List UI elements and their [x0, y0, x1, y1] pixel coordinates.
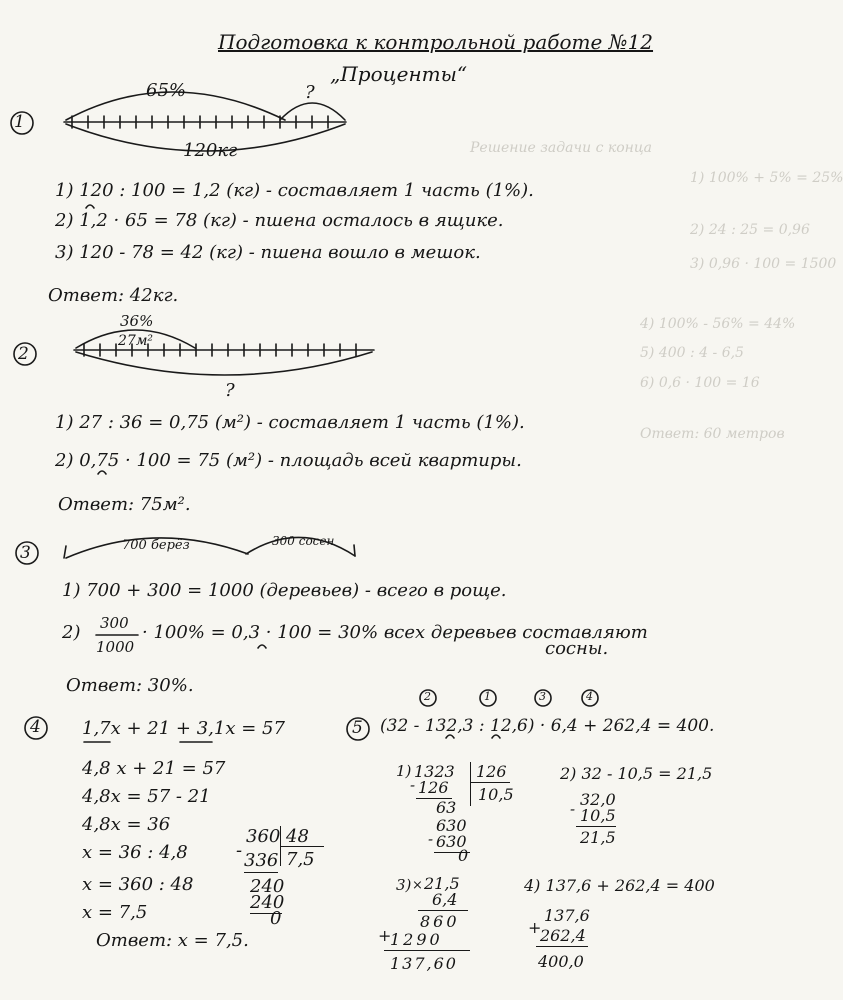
solution-step: 2) 1,2 · 65 = 78 (кг) - пшена осталось в ящике. — [55, 210, 504, 231]
problem-number: 4 — [30, 717, 41, 737]
page-title: Подготовка к контрольной работе №12 — [218, 30, 654, 54]
column-row: 1290 — [390, 930, 443, 949]
percent-label: 65% — [146, 80, 187, 101]
column-row: 137,6 — [544, 906, 590, 925]
ghost-line: 5) 400 : 4 - 6,5 — [640, 345, 744, 361]
ghost-line: Ответ: 60 метров — [640, 426, 785, 442]
total-label: 120кг — [183, 140, 238, 161]
column-row: 400,0 — [538, 952, 584, 971]
division-row: 630 — [436, 816, 467, 835]
solution-step: · 100% = 0,3 · 100 = 30% всех деревьев составляют — [142, 622, 648, 643]
percent-label: 36% — [120, 312, 154, 330]
minus-sign: - — [570, 800, 576, 818]
order-mark: 4 — [586, 690, 593, 703]
division-row: 0 — [458, 846, 469, 865]
division-row: 240 — [250, 892, 285, 913]
column-row: 32,0 — [580, 790, 616, 809]
solution-step: 2) 0,75 · 100 = 75 (м²) - площадь всей квартиры. — [55, 450, 522, 471]
order-mark: 2 — [424, 690, 431, 703]
solution-step: 3) 120 - 78 = 42 (кг) - пшена вошло в мешок. — [55, 242, 481, 263]
order-mark: 3 — [539, 690, 546, 703]
calc-label: 4) 137,6 + 262,4 = 400 — [524, 876, 715, 895]
question-label: ? — [305, 82, 315, 103]
ghost-line: 4) 100% - 56% = 44% — [640, 316, 796, 332]
left-label: 700 берёз — [122, 538, 190, 553]
ghost-line: Решение задачи с конца — [470, 140, 653, 156]
division-row: 63 — [436, 798, 457, 817]
division-row: 240 — [250, 876, 285, 897]
quotient: 10,5 — [478, 785, 514, 804]
dividend: 1323 — [414, 762, 455, 781]
column-row: 21,5 — [424, 874, 460, 893]
divisor: 48 — [286, 826, 309, 847]
calc-label: 2) 32 - 10,5 = 21,5 — [560, 764, 713, 783]
column-row: 21,5 — [580, 828, 616, 847]
order-mark: 1 — [484, 690, 491, 703]
times-sign: × — [412, 878, 423, 893]
plus-sign: + — [528, 918, 542, 937]
divisor: 126 — [476, 762, 507, 781]
page-subtitle: „Проценты“ — [330, 62, 468, 86]
dividend: 360 — [246, 826, 281, 847]
minus-sign: - — [428, 830, 434, 848]
minus-sign: - — [410, 776, 416, 794]
answer: Ответ: 42кг. — [48, 285, 179, 306]
solution-step-number: 2) — [62, 622, 81, 643]
ghost-line: 6) 0,6 · 100 = 16 — [640, 375, 760, 391]
problem-number: 1 — [14, 112, 25, 132]
answer: Ответ: x = 7,5. — [96, 930, 249, 951]
ghost-line: 2) 24 : 25 = 0,96 — [690, 222, 810, 238]
division-row: 630 — [436, 832, 467, 851]
column-row: 860 — [420, 912, 460, 931]
right-label: 300 сосен — [272, 534, 335, 548]
equation-line: x = 360 : 48 — [82, 874, 194, 895]
fraction-numerator: 300 — [100, 614, 129, 632]
answer: Ответ: 30%. — [66, 675, 194, 696]
solution-step: 1) 27 : 36 = 0,75 (м²) - составляет 1 часть (1%). — [55, 412, 525, 433]
equation-line: 4,8x = 36 — [82, 814, 171, 835]
problem-number: 2 — [18, 344, 29, 364]
answer: Ответ: 75м². — [58, 494, 191, 515]
column-row: 262,4 — [540, 926, 586, 945]
ghost-line: 3) 0,96 · 100 = 1500 — [690, 256, 837, 272]
solution-step: 1) 120 : 100 = 1,2 (кг) - составляет 1 часть (1%). — [55, 180, 534, 201]
equation-line: 1,7x + 21 + 3,1x = 57 — [82, 718, 285, 739]
area-label: 27м² — [118, 333, 154, 349]
problem-number: 5 — [352, 718, 363, 738]
column-row: 137,60 — [390, 954, 458, 973]
plus-sign: + — [378, 926, 392, 945]
column-row: 10,5 — [580, 806, 616, 825]
calc-label: 3) — [396, 876, 412, 894]
equation-line: x = 36 : 4,8 — [82, 842, 188, 863]
equation-line: 4,8x = 57 - 21 — [82, 786, 211, 807]
column-row: 6,4 — [432, 890, 458, 909]
equation-line: x = 7,5 — [82, 902, 148, 923]
division-row: 0 — [270, 908, 282, 929]
solution-step-continued: сосны. — [545, 638, 609, 659]
ghost-line: 1) 100% + 5% = 25% — [690, 170, 843, 186]
question-label: ? — [225, 380, 235, 401]
fraction-denominator: 1000 — [96, 638, 135, 656]
expression: (32 - 132,3 : 12,6) · 6,4 + 262,4 = 400. — [380, 716, 715, 736]
minus-sign: - — [236, 840, 243, 861]
calc-label: 1) — [396, 762, 412, 780]
number-circle — [347, 718, 369, 740]
quotient: 7,5 — [286, 849, 315, 870]
equation-line: 4,8 x + 21 = 57 — [82, 758, 226, 779]
division-row: 336 — [244, 850, 279, 871]
division-row: 126 — [418, 778, 449, 797]
problem-number: 3 — [20, 543, 31, 563]
solution-step: 1) 700 + 300 = 1000 (деревьев) - всего в роще. — [62, 580, 507, 601]
